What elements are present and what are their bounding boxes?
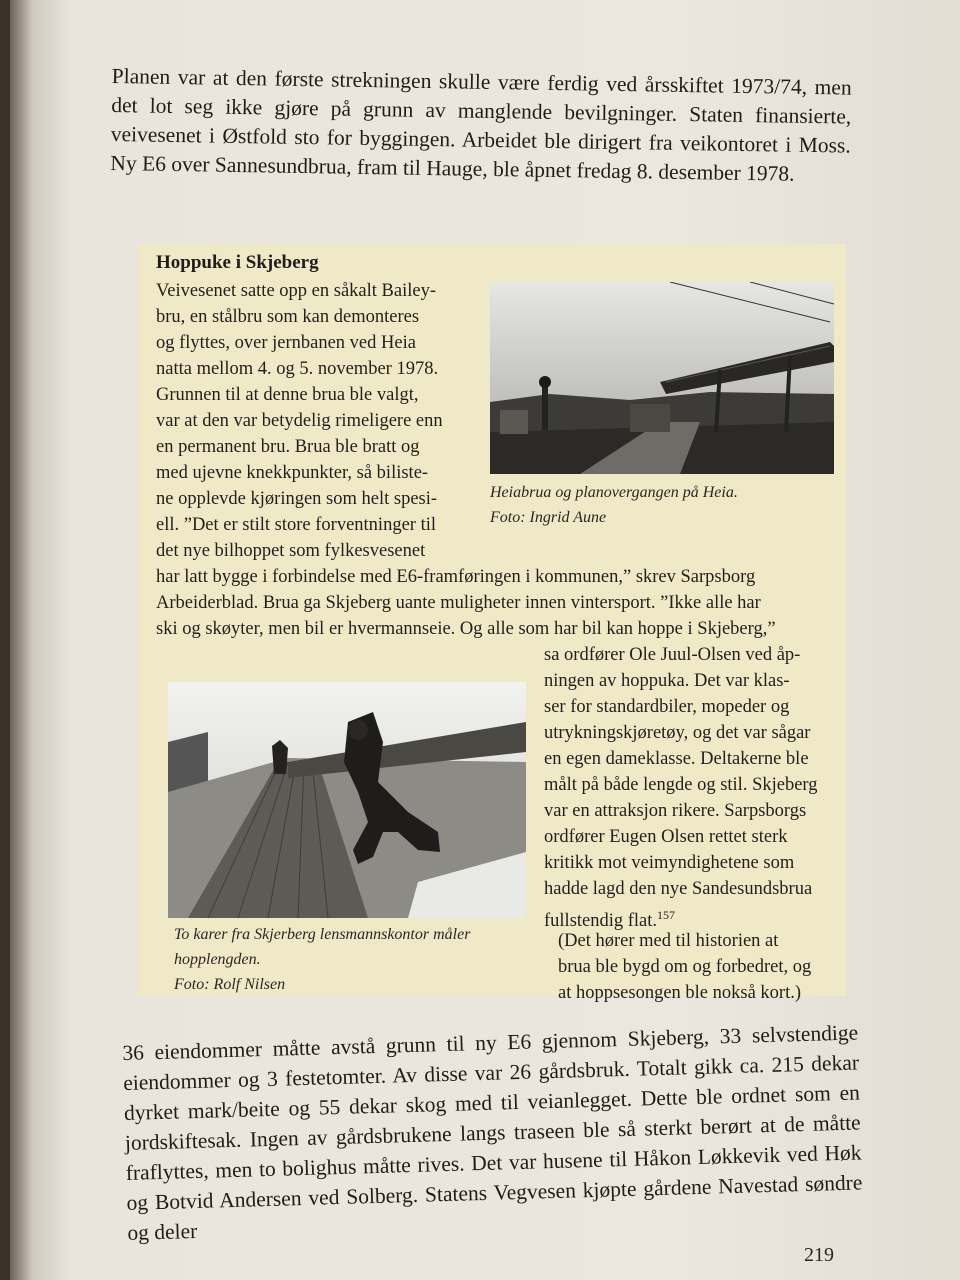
caption-line: Foto: Rolf Nilsen xyxy=(174,976,286,993)
text-line: kritikk mot veimyndighetene som xyxy=(544,853,795,873)
text-line: var en attraksjon rikere. Sarpsborgs xyxy=(544,801,807,821)
footnote-ref: 157 xyxy=(657,908,676,922)
page-number: 219 xyxy=(804,1244,834,1266)
text-line: en egen dameklasse. Deltakerne ble xyxy=(544,749,809,769)
measuring-photo-image xyxy=(168,682,526,918)
text-line: ningen av hoppuka. Det var klas- xyxy=(544,671,790,691)
measuring-photo xyxy=(168,682,526,918)
box-left-column xyxy=(156,278,486,564)
text-line: (Det hører med til historien at xyxy=(558,931,779,951)
box-parenthetical xyxy=(558,928,848,1006)
text-line: ell. ”Det er stilt store forventninger til xyxy=(156,515,436,535)
text-line: en permanent bru. Brua ble bratt og xyxy=(156,437,420,457)
text-line: har latt bygge i forbindelse med E6-framføringen i kommunen,” skrev Sarpsborg xyxy=(156,567,756,587)
caption-line: hopplengden. xyxy=(174,951,261,968)
bridge-photo-image xyxy=(490,282,834,474)
text-line: og flyttes, over jernbanen ved Heia xyxy=(156,333,416,353)
bridge-photo-caption xyxy=(490,480,738,530)
text-line: Grunnen til at denne brua ble valgt, xyxy=(156,385,419,405)
text-line: ordfører Eugen Olsen rettet sterk xyxy=(544,827,788,847)
text-line: utrykningskjøretøy, og det var sågar xyxy=(544,723,811,743)
bridge-photo xyxy=(490,282,834,474)
bottom-paragraph-text: 36 eiendommer måtte avstå grunn til ny E6 gjennom Skjeberg, 33 selvstendige eiendommer og 3 festetomter. Av disse var 26 gårdsbruk. Totalt gikk ca. 215 dekar dyrket mark/beite og 55 dekar skog med til veianlegget. Dette ble ordnet som en jordskiftesak. Ingen av gårdsbrukene langs traseen ble så sterkt berørt at de måtte fraflyttes, men to bolighus måtte rives. Det var husene til Håkon Løkkevik ved Høk og Botvid Andersen ved Solberg. Statens Vegvesen kjøpte gårdene Navestad søndre og deler xyxy=(122,1020,863,1245)
text-line: ser for standardbiler, mopeder og xyxy=(544,697,790,717)
book-page xyxy=(10,0,960,1280)
box-full-width-text xyxy=(156,564,836,642)
box-right-column xyxy=(544,642,844,934)
text-line: sa ordfører Ole Juul-Olsen ved åp- xyxy=(544,645,801,665)
bottom-paragraph xyxy=(122,1017,864,1247)
top-paragraph-text: Planen var at den første strekningen skulle være ferdig ved årsskiftet 1973/74, men det lot seg ikke gjøre på grunn av manglende bevilgninger. Staten finansierte, veivesenet i Østfold sto for byggingen. Arbeidet ble dirigert fra veikontoret i Moss. Ny E6 over Sannesundbrua, fram til Hauge, ble åpnet fredag 8. desember 1978. xyxy=(110,63,852,186)
text-line: bru, en stålbru som kan demonteres xyxy=(156,307,420,327)
box-title: Hoppuke i Skjeberg xyxy=(156,252,319,273)
text-line: brua ble bygd om og forbedret, og xyxy=(558,957,812,977)
top-paragraph xyxy=(110,62,852,190)
text-line: natta mellom 4. og 5. november 1978. xyxy=(156,359,439,379)
text-line: Arbeiderblad. Brua ga Skjeberg uante muligheter innen vintersport. ”Ikke alle har xyxy=(156,593,761,613)
text-line: målt på både lengde og stil. Skjeberg xyxy=(544,775,818,795)
sidebar-box xyxy=(138,244,846,1003)
text-line-end: fullstendig flat. xyxy=(544,911,658,932)
text-line: ski og skøyter, men bil er hvermannseie. Og alle som har bil kan hoppe i Skjeberg,” xyxy=(156,619,776,639)
text-line: var at den var betydelig rimeligere enn xyxy=(156,411,443,431)
text-line: hadde lagd den nye Sandesundsbrua xyxy=(544,879,813,899)
caption-line: To karer fra Skjerberg lensmannskontor måler xyxy=(174,926,471,943)
caption-line: Heiabrua og planovergangen på Heia. xyxy=(490,484,738,501)
text-line: ne opplevde kjøringen som helt spesi- xyxy=(156,489,438,509)
text-line: det nye bilhoppet som fylkesvesenet xyxy=(156,541,426,561)
text-line: med ujevne knekkpunkter, så biliste- xyxy=(156,463,429,483)
text-line: Veivesenet satte opp en såkalt Bailey- xyxy=(156,281,436,301)
caption-line: Foto: Ingrid Aune xyxy=(490,509,607,526)
text-line: at hoppsesongen ble nokså kort.) xyxy=(558,983,802,1003)
measuring-photo-caption xyxy=(174,922,470,997)
